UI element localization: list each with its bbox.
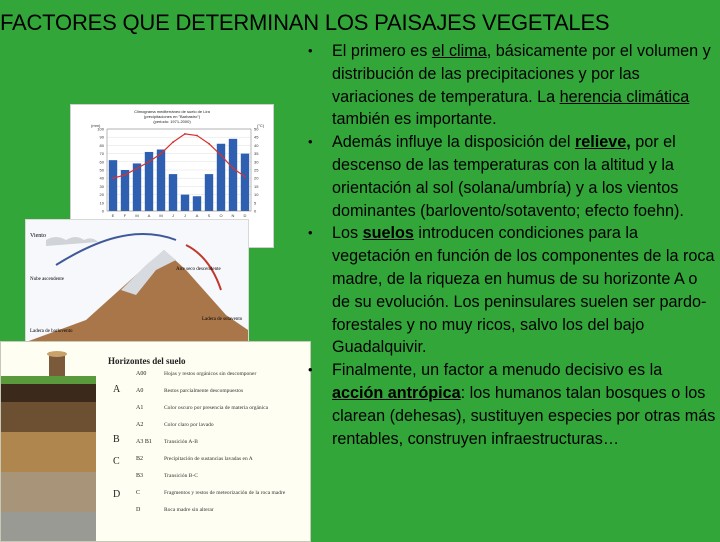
bullet-text: , básicamente por el volumen y distribución de las precipitaciones y por las variaciones de temperatura. La	[332, 42, 711, 106]
soil-horizon-code: A1	[136, 405, 144, 411]
soil-horizon-description: Restos parcialmente descompuestos	[164, 388, 244, 394]
month-label: F	[123, 213, 127, 218]
soil-horizon-code: B2	[136, 456, 144, 462]
soil-horizons-diagram	[1, 342, 310, 541]
temperature-point	[244, 176, 246, 178]
bullet-text: : los humanos talan bosques o los clarean (dehesas), sustituyen especies por otras más rentables, construyen infraestructuras…	[332, 383, 716, 448]
temperature-point	[160, 153, 162, 155]
bullet-dot: •	[308, 225, 313, 241]
highlighted-term: herencia climática	[559, 87, 690, 106]
bullet-text: Los	[332, 224, 363, 243]
soil-horizon-letter: A	[113, 384, 121, 395]
right-tick-label: 45	[254, 134, 259, 140]
soil-horizon-code: A3 B1	[136, 439, 152, 445]
soil-horizon-code: B3	[136, 473, 144, 479]
temperature-point	[172, 141, 174, 143]
left-tick-label: 30	[99, 183, 104, 189]
left-tick-label: 70	[99, 151, 104, 157]
right-tick-label: 35	[254, 151, 259, 157]
right-tick-label: 20	[254, 175, 259, 181]
month-label: O	[219, 213, 223, 218]
temperature-point	[208, 143, 210, 145]
right-tick-label: 40	[254, 142, 259, 148]
temperature-point	[196, 135, 198, 137]
left-tick-label: 40	[99, 175, 104, 181]
slide-title: FACTORES QUE DETERMINAN LOS PAISAJES VEGETALES	[0, 10, 610, 35]
month-label: M	[159, 213, 163, 218]
bullet-item	[306, 40, 716, 131]
right-tick-label: 5	[254, 200, 257, 206]
highlighted-term: acción antrópica	[332, 383, 461, 402]
dry-air-label: Aire seco descendente	[176, 267, 221, 272]
wind-label: Viento	[30, 233, 46, 239]
month-label: J	[184, 213, 186, 218]
temperature-point	[184, 133, 186, 135]
relief-diagram	[26, 220, 248, 342]
left-tick-label: 50	[99, 167, 104, 173]
relief-diagram-image	[25, 219, 249, 343]
highlighted-term: relieve,	[574, 133, 631, 152]
left-tick-label: 80	[99, 142, 104, 148]
climograph-title: Climograma mediterráneo de suelo de Lira	[134, 109, 210, 114]
precipitation-bar	[145, 152, 153, 211]
precipitation-bar	[157, 150, 165, 212]
temperature-point	[220, 154, 222, 156]
soil-horizon-code: A00	[136, 371, 147, 377]
soil-horizon-code: D	[136, 507, 141, 513]
precipitation-bar	[217, 144, 225, 211]
precipitation-bar	[229, 139, 237, 211]
right-tick-label: 50	[254, 126, 259, 132]
bullet-dot: •	[308, 134, 313, 150]
bullet-item	[306, 222, 716, 359]
precipitation-bar	[205, 174, 213, 211]
right-axis-unit: (°C)	[257, 123, 265, 128]
soil-horizon-description: Color oscuro por presencia de materia orgánica	[164, 405, 269, 411]
bullet-text: por el descenso de las temperaturas con la altitud y la orientación al sol (solana/umbría) y a los vientos dominantes (barlovento/sotavento; efecto foehn).	[332, 133, 684, 220]
left-tick-label: 100	[97, 126, 104, 132]
month-label: M	[135, 213, 139, 218]
month-label: E	[111, 213, 115, 218]
leeward-label: Ladera de sotavento	[202, 317, 243, 322]
month-label: J	[172, 213, 174, 218]
bullet-dot: •	[308, 43, 313, 58]
precipitation-bar	[169, 174, 177, 211]
left-tick-label: 10	[99, 200, 104, 206]
bullet-list	[306, 40, 716, 450]
precipitation-bar	[193, 196, 201, 211]
temperature-point	[112, 177, 114, 179]
rising-cloud-label: Nube ascendente	[30, 277, 65, 282]
left-axis-unit: (mm)	[91, 123, 101, 128]
soil-horizon-description: Fragmentos y restos de meteorización de la roca madre	[164, 490, 286, 496]
bullet-text: Finalmente, un factor a menudo decisivo es la	[332, 361, 663, 380]
soil-horizons-image	[0, 341, 311, 542]
precipitation-bar	[241, 154, 249, 211]
temperature-point	[136, 167, 138, 169]
temperature-point	[124, 174, 126, 176]
precipitation-bar	[109, 160, 117, 211]
soil-header: Horizontes del suelo	[108, 356, 186, 366]
right-tick-label: 15	[254, 183, 259, 189]
month-label: A	[147, 213, 151, 218]
soil-horizon-description: Roca madre sin alterar	[164, 507, 214, 513]
month-label: S	[207, 213, 211, 218]
windward-label: Ladera de barlovento	[30, 329, 73, 334]
climograph-title: (precipitaciones en "Barbastro")	[143, 114, 201, 119]
soil-horizon-letter: B	[113, 434, 120, 445]
right-tick-label: 0	[254, 208, 257, 214]
left-tick-label: 60	[99, 159, 104, 165]
soil-horizon-description: Transición B-C	[164, 473, 198, 479]
bullet-item	[306, 359, 716, 450]
soil-horizon-description: Color claro por lavado	[164, 422, 214, 428]
soil-horizon-code: A2	[136, 422, 144, 428]
bullet-text: introducen condiciones para la vegetación en función de los componentes de la roca madre, de la riqueza en humus de su horizonte A o de su evolución. Los peninsulares suelen ser pardo-forestales y no muy ricos, salvo los del bajo Guadalquivir.	[332, 224, 715, 357]
bullet-text: Además influye la disposición del	[332, 133, 575, 152]
temperature-point	[232, 167, 234, 169]
soil-horizon-description: Precipitación de sustancias lavadas en A	[164, 456, 253, 462]
right-tick-label: 10	[254, 192, 259, 198]
left-tick-label: 90	[99, 134, 104, 140]
grass-layer	[1, 376, 96, 384]
highlighted-term: suelos	[362, 224, 414, 243]
bullet-text: El primero es	[332, 42, 432, 60]
soil-horizon-description: Transición A-B	[164, 439, 198, 445]
soil-horizon-code: C	[136, 490, 141, 496]
soil-horizon-code: A0	[136, 388, 144, 394]
month-label: A	[195, 213, 199, 218]
soil-horizon-letter: C	[113, 456, 120, 467]
month-label: N	[231, 213, 235, 218]
month-label: D	[243, 213, 247, 218]
precipitation-bar	[181, 195, 189, 211]
climograph-title: (periodo: 1971-2000)	[153, 119, 191, 124]
soil-horizon-letter: D	[113, 489, 121, 500]
highlighted-term: el clima	[431, 42, 487, 60]
right-tick-label: 30	[254, 159, 259, 165]
left-tick-label: 20	[99, 192, 104, 198]
right-tick-label: 25	[254, 167, 259, 173]
bullet-item	[306, 131, 716, 222]
bullet-dot: •	[308, 362, 313, 378]
bullet-text: también es importante.	[332, 110, 497, 129]
left-tick-label: 0	[101, 208, 104, 214]
soil-horizon-description: Hojas y restos orgánicos sin descomponer	[164, 371, 257, 377]
temperature-point	[148, 161, 150, 163]
